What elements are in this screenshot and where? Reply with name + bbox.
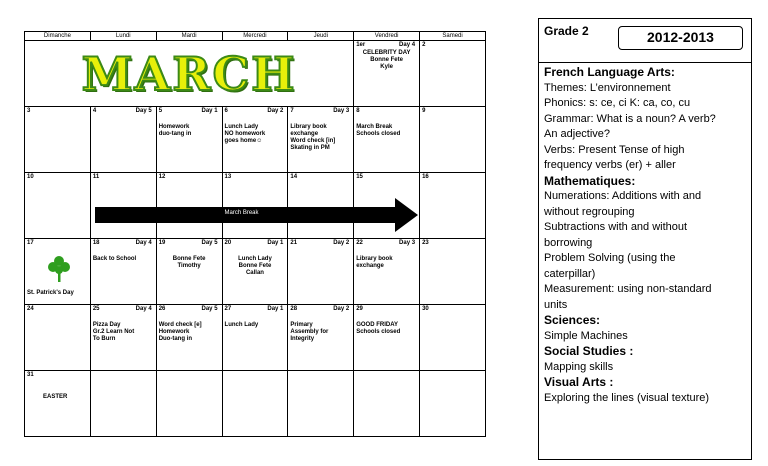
- day-number: 4: [92, 108, 97, 114]
- day-cell-24: [25, 305, 91, 371]
- day-number: 10: [27, 174, 34, 180]
- school-day-label: Day 1: [267, 240, 284, 246]
- school-day-label: Day 4: [135, 240, 152, 246]
- curriculum-line: Mapping skills: [544, 360, 614, 373]
- day-number: 6: [224, 108, 228, 114]
- week-row-6: [25, 371, 486, 437]
- day-cell-23: [420, 239, 486, 305]
- day-number: 1er: [356, 42, 366, 48]
- day-number: 3: [27, 108, 31, 114]
- day-number: 30: [422, 306, 429, 312]
- curriculum-line: frequency verbs (er) + aller: [544, 159, 676, 171]
- day-number: 11: [92, 174, 100, 180]
- day-number: 13: [224, 174, 232, 180]
- school-day-label: Day 2: [333, 306, 350, 312]
- day-note: Homework duo-tang in: [158, 124, 192, 137]
- day-number: 28: [290, 306, 298, 312]
- day-cell-27: [222, 305, 288, 371]
- day-note: Back to School: [92, 256, 137, 262]
- day-cell-3: [25, 107, 91, 173]
- weekday-tuesday: Mardi: [156, 32, 222, 41]
- day-cell-8: [354, 107, 420, 173]
- day-number: 25: [92, 306, 100, 312]
- day-cell-19: [156, 239, 222, 305]
- day-number: 20: [224, 240, 232, 246]
- curriculum-line: Grammar: What is a noun? A verb?: [544, 112, 716, 125]
- day-number: 26: [158, 306, 166, 312]
- week-row-1: [25, 41, 486, 107]
- curriculum-line: Exploring the lines (visual texture): [544, 391, 710, 404]
- day-note: CELEBRITY DAY Bonne Fete Kyle: [362, 50, 411, 70]
- weekday-monday: Lundi: [90, 32, 156, 41]
- curriculum-line: Verbs: Present Tense of high: [544, 143, 685, 156]
- day-number: 27: [224, 306, 232, 312]
- day-cell-16: [420, 173, 486, 239]
- day-cell-9: [420, 107, 486, 173]
- subject-heading: French Language Arts:: [544, 65, 675, 79]
- day-number: 12: [158, 174, 166, 180]
- day-cell-25: [90, 305, 156, 371]
- curriculum-content: [544, 65, 748, 406]
- school-day-label: Day 1: [201, 108, 218, 114]
- day-cell-31: [25, 371, 91, 437]
- day-number: 7: [290, 108, 294, 114]
- school-day-label: Day 5: [201, 306, 218, 312]
- empty-day-cell: [222, 371, 288, 437]
- day-number: 9: [422, 108, 426, 114]
- school-day-label: Day 4: [135, 306, 152, 312]
- march-break-label: March Break: [224, 210, 259, 216]
- empty-day-cell: [156, 371, 222, 437]
- week-row-5: [25, 305, 486, 371]
- curriculum-line: borrowing: [544, 236, 593, 249]
- day-number: 2: [422, 42, 426, 48]
- day-cell-20: [222, 239, 288, 305]
- weekday-saturday: Samedi: [420, 32, 486, 41]
- divider: [539, 62, 751, 63]
- school-day-label: Day 2: [333, 240, 350, 246]
- curriculum-line: Measurement: using non-standard: [544, 283, 712, 295]
- day-cell-28: [288, 305, 354, 371]
- day-cell-4: [90, 107, 156, 173]
- day-note: Word check [e] Homework Duo-tang in: [158, 322, 202, 342]
- day-note: Bonne Fete Timothy: [172, 256, 206, 269]
- grade-label: Grade 2: [544, 24, 589, 38]
- day-number: 21: [290, 240, 298, 246]
- day-note: March Break Schools closed: [356, 124, 401, 137]
- march-break-arrow: [95, 198, 418, 232]
- day-number: 5: [158, 108, 163, 114]
- day-note: Pizza Day Gr.2 Learn Not To Burn: [92, 322, 135, 342]
- day-number: 14: [290, 174, 298, 180]
- day-cell-30: [420, 305, 486, 371]
- curriculum-line: Problem Solving (using the: [544, 252, 676, 264]
- day-number: 18: [92, 240, 100, 246]
- day-cell-2: [420, 41, 486, 107]
- school-day-label: Day 3: [333, 108, 350, 114]
- day-note: St. Patrick's Day: [27, 290, 74, 296]
- empty-day-cell: [90, 371, 156, 437]
- weekday-friday: Vendredi: [354, 32, 420, 41]
- march-calendar: [24, 31, 486, 437]
- day-note: Lunch Lady Bonne Fete Callan: [238, 256, 272, 276]
- subject-heading: Sciences:: [544, 313, 601, 327]
- day-cell-26: [156, 305, 222, 371]
- day-cell-7: [288, 107, 354, 173]
- subject-heading: Mathematiques:: [544, 173, 636, 188]
- day-cell-17: [25, 239, 91, 305]
- school-day-label: Day 3: [399, 240, 416, 246]
- curriculum-line: Numerations: Additions with and: [544, 190, 702, 202]
- curriculum-line: without regrouping: [544, 205, 635, 218]
- day-cell-5: [156, 107, 222, 173]
- day-number: 31: [27, 372, 34, 378]
- day-number: 19: [158, 240, 166, 246]
- day-note: GOOD FRIDAY Schools closed: [356, 322, 401, 335]
- weekday-header-row: [25, 32, 486, 41]
- week-row-4: [25, 239, 486, 305]
- day-number: 24: [27, 306, 34, 312]
- day-number: 15: [356, 174, 363, 180]
- day-cell-21: [288, 239, 354, 305]
- day-number: 23: [422, 240, 429, 246]
- subject-heading: Visual Arts :: [544, 375, 614, 389]
- day-cell-18: [90, 239, 156, 305]
- empty-day-cell: [354, 371, 420, 437]
- school-day-label: Day 5: [201, 240, 218, 246]
- day-cell-10: [25, 173, 91, 239]
- day-note: Library book exchange Word check [in] Skating in PM: [290, 124, 336, 151]
- curriculum-sidebar: [538, 18, 752, 460]
- week-row-2: [25, 107, 486, 173]
- month-title: MARCH: [81, 46, 297, 101]
- weekday-wednesday: Mercredi: [222, 32, 288, 41]
- shamrock-icon: [48, 255, 70, 283]
- day-note: Library book exchange: [356, 256, 393, 269]
- empty-day-cell: [420, 371, 486, 437]
- curriculum-line: Phonics: s: ce, ci K: ca, co, cu: [544, 97, 691, 109]
- day-number: 8: [356, 108, 360, 114]
- school-day-label: Day 1: [267, 306, 284, 312]
- day-note: Lunch Lady: [224, 322, 259, 328]
- day-note: Lunch Lady NO homework goes home☺: [224, 124, 266, 144]
- curriculum-line: units: [544, 298, 568, 311]
- day-number: 16: [422, 174, 429, 180]
- curriculum-line: Themes: L’environnement: [544, 81, 671, 94]
- day-number: 29: [356, 306, 363, 312]
- curriculum-line: caterpillar): [544, 267, 596, 280]
- weekday-sunday: Dimanche: [25, 32, 91, 41]
- subject-heading: Social Studies :: [544, 344, 634, 358]
- day-note: Primary Assembly for Integrity: [290, 322, 329, 342]
- empty-day-cell: [288, 371, 354, 437]
- curriculum-line: Subtractions with and without: [544, 221, 688, 233]
- day-number: 22: [356, 240, 363, 246]
- curriculum-line: Simple Machines: [544, 329, 628, 342]
- day-cell-1: [354, 41, 420, 107]
- month-title-cell: [25, 41, 354, 107]
- day-number: 17: [27, 240, 34, 246]
- weekday-thursday: Jeudi: [288, 32, 354, 41]
- school-day-label: Day 5: [135, 108, 152, 114]
- school-day-label: Day 4: [399, 42, 416, 48]
- day-cell-29: [354, 305, 420, 371]
- day-note: EASTER: [43, 394, 68, 400]
- day-cell-6: [222, 107, 288, 173]
- school-year-box: 2012-2013: [618, 26, 743, 50]
- day-cell-22: [354, 239, 420, 305]
- school-day-label: Day 2: [267, 108, 284, 114]
- curriculum-line: An adjective?: [544, 128, 611, 140]
